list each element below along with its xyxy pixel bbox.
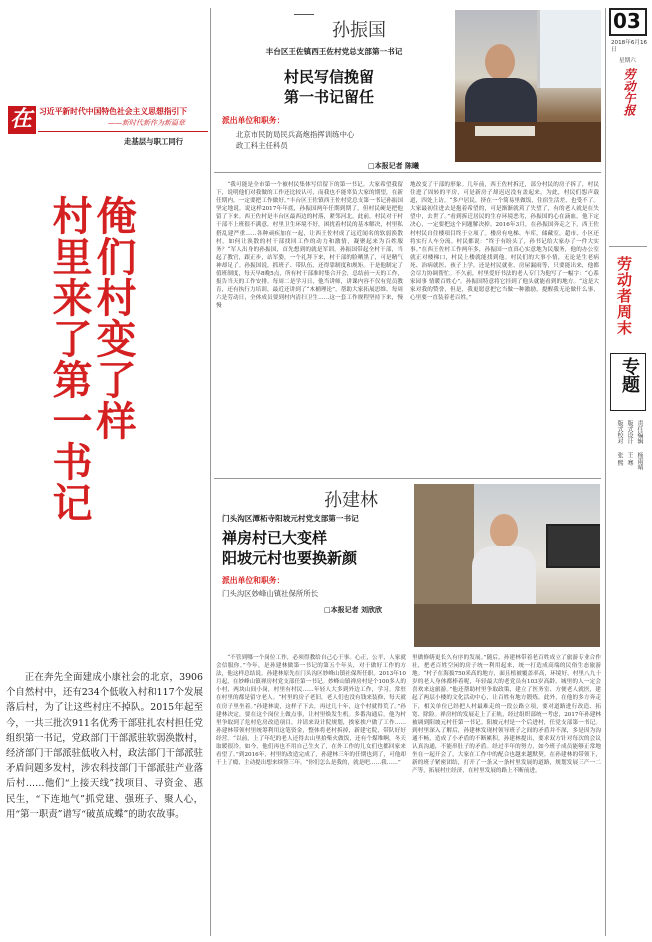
story-separator (214, 478, 601, 479)
story2-job-line-1: 门头沟区妙峰山镇社保所所长 (222, 589, 319, 598)
photo-window (537, 10, 601, 88)
story1-reporter: □本报记者 陈曦 (368, 162, 420, 170)
story2-headline-2: 阳坡元村也要换新颜 (222, 549, 358, 567)
divider-right (605, 8, 606, 936)
sidebar-rule-top (609, 246, 647, 247)
paper-name: 劳动午报 (622, 68, 636, 116)
story2-unit: 门头沟区潭柘寺阳坡元村党支部第一书记 (222, 514, 359, 523)
photo-cabinet (414, 484, 474, 604)
photo-desk2 (414, 604, 600, 647)
column-char: 在 (10, 107, 33, 132)
story1-body-col2: 地改变了干部的形象。几年前，西王佐村拆迁，部分村民的房子拆了，村民住进了周转的平房，可是新房子却迟迟没有盖起来。为此，村民们怨声载道，四处上访。“多户居民，挤在一个简易里做饭，住宿生活差，也受不了。大家最初住进去是抱着希望的，可是渐渐就蔫了失望了，有的老人就是在失望中，去世了。”看到拆迁居民的生存环境恶劣，孙振国的心在滴血。他下定决心，一定要把这个问题解决掉。2016年3月，在孙振国奔走之下，西王佐村村民自住楼项目终于立项了。楼房有电梯、车库，储藏室，超市、小区还将实行人车分流。村民都说：“终于有盼头了，孙书记给大家办了一件大实事。”在西王佐村工作两年多，孙振国一直真心实意地为民服务，他的办公室就正对楼梯口，村民上楼就能找到他。村民们的大事小情，无论是生老病死、治病就医、孩子上学，还是村民就业、房屋漏雨等，只要能出来，他都会尽力协调帮忙。不久前，村里爱好书法的老人专门为他写了一幅字：“心系家园事 情暖百姓心”。孙振国特意将它挂到了他头就能看到的地方。“这是大家对我的赞誉，但是，我更愿意把它当做一种激励，提醒我无论做什么事，心里要一直装着老百姓。” (410, 182, 599, 302)
big-title-col1: 俺们村变了样 (90, 195, 136, 441)
story2-photo (414, 484, 600, 647)
story1-headline-2: 第一书记留任 (284, 88, 375, 106)
credit-name-layout: 王 骞 (626, 452, 633, 466)
issue-date: 2018年6月16日 (611, 40, 648, 53)
story1-top-rule (214, 172, 601, 173)
column-sub: 走基层与职工同行 (124, 137, 184, 146)
story1-name-bar (294, 14, 314, 23)
big-title-col2: 村里来了第一书记 (46, 195, 92, 523)
story1-body-col1: “我可能是全市第一个被村民集体写信留下的第一书记。大家希望我留下，说明他们对我做的工作还比较认可，而我也不能辜负大家的期望，在新任期内，一定要把工作做好。”丰台区王佐镇西王佐村党总支第一书记孙振国坚定地说。说这样2017年年底，孙振国两年任期到期了，但村民硬是把他留了下来。西王佐村是丰台区最西边的村落，紧邻河北。此前，村民对于村干部不上班很不满意，村里卫生环境不好，困扰着村民的基本解决，村里私搭乱建严重……各种顽疾加在一起，让西王佐村成了远近闻名的软弱涣散村。如何让涣散的村干部找回工作的动力和激情，凝聚起来为百姓服务？“军人出身的孙振国，首先想到的就是军训。孙振国带起全村干部，当起了教官，跟正步，站军姿，一个礼拜下来，村干部的脸晒黑了，可是精气神却足了。孙振国说，抓班子、带队伍，还得靠制度和规矩。于是他制定了值班制度，每天早8晚5点，所有村干部准时集合开会，总结前一天的工作，报告当天的工作安排。每周二是学习日，他当讲师，讲课内容不仅有党员教育，还有执行力培训，最近还讲到了“木桶理论”，帮助大家拓展思维。每周六是劳动日，全体成员要到村内清扫卫生……这一套工作规程坚持下来，慢慢 (216, 182, 403, 310)
banner-underline (38, 131, 208, 132)
column-banner (8, 106, 208, 148)
credit-role-editor: 责任编辑 (636, 420, 643, 444)
story1-headline-1: 村民写信挽留 (284, 68, 375, 86)
column-slogan: ——新时代新作为新篇章 (108, 119, 185, 127)
issue-weekday: 星期六 (619, 58, 636, 64)
section-name: 劳动者周末 (615, 256, 633, 336)
photo-papers (475, 126, 535, 136)
credit-role-layout: 版式设计 (626, 420, 633, 444)
photo-person2-body (472, 546, 536, 606)
page-number: 03 (613, 9, 641, 33)
photo-monitor (546, 524, 600, 568)
story2-reporter: □本报记者 刘欣欣 (324, 606, 383, 614)
story2-header (214, 484, 410, 618)
credit-role-proof: 版式校对 (616, 420, 623, 444)
column-title: 习近平新时代中国特色社会主义思想指引下 (39, 107, 188, 116)
section-tag: 专题 (619, 357, 640, 393)
story1-unit: 丰台区王佐镇西王佐村党总支部第一书记 (265, 47, 403, 56)
story2-job-tag: 派出单位和职务： (222, 576, 285, 585)
photo-person-head (485, 44, 515, 80)
story1-job-tag: 派出单位和职务： (222, 116, 285, 125)
story2-name: 孙建林 (324, 490, 378, 511)
story2-headline-1: 禅房村已大变样 (222, 529, 328, 547)
story1-header (214, 12, 454, 168)
lead-text: 正在奔先全面建成小康社会的北京，3906个自然村中，还有234个低收入村和117个发展落后村，为了让这些村庄不掉队。2015年起至今，一共三批次911名优秀干部驻扎农村担任党组织第一书记，党政部门干部派驻软弱涣散村，经济部门干部派驻低收入村，政法部门干部派驻矛盾问题多发村，涉农科技部门干部派驻产业落后村……他们“上接天线”找项目、寻资金、惠民生，“下连地气”抓党建、强班子、聚人心，用“第一职责”谱写“破茧成蝶”的助农故事。 (6, 672, 203, 820)
photo-person2-head (490, 514, 518, 548)
story1-job-line-2: 政工科主任科员 (236, 141, 288, 150)
sidebar (609, 8, 649, 938)
story2-body-col2: 里做修缮更长久有序的发展。”随后，孙建林带着老百姓成立了旅游专业合作社，把老百姓空闲的房子统一利用起来，统一打造成高端的民俗生态旅游地。“村子在海拔750米高的地方，面且植被覆盖率高，环境好，村里八九十岁的老人身体都棒着呢，年轻最大的老党员有103岁高龄，城里的人一定会喜欢来这旅游。”他还帮助村里争取政策，建立了医务室、方便老人就医，建起了两层小楼的文化活动中心，让百姓有地方锻炼。此外，在他的多方奔走下，相关单位已经把人村最难走的一段公路立项，要对道路进行改造、拓宽、除险。禅房村的发展走上了正轨，经过组织部统一考虑，2017年孙建林被调到阳坡元村任第一书记。阳坡元村是一个后进村，任党支部第一书记。到村里深入了解后，孙建林发现村领导班子之间的矛盾并不深，多是因为沟通不畅，造成了小矛盾的不断累积。孙建林提出，要求双方针对每次的会议认真沟通，不能串肚子的矛盾。经过半年的努力，如今班子成员能够正常地坐在一起开会了，大家在工作中的配合也越来越默契。在孙建林的带领下，新的班子紧密团结，打开了一条又一条村里发展的道路，规划发展三产一二产等，拓展村庄经济，在村里发展的路上不断前进。 (412, 655, 601, 775)
divider-left (210, 8, 211, 936)
story1-photo (455, 10, 601, 162)
credit-name-proof: 张 熙 (616, 452, 623, 466)
story1-name: 孙振国 (332, 20, 386, 41)
story2-body-col1: “不管到哪一个岗位工作，必须得教给自己心干事。心正，公平，人家就会信服你。”今年，是孙建林做第一书记的第五个年头，对于做好工作的方法，他这样总结说。孙建林原先在门头沟区妙峰山镇社保所任职。2013年10月起，在妙峰山镇禅房村党支部任第一书记。妙峰山镇禅房村是个100多人的小村，两块山间小岗，村里有村民……年轻人大多到外边工作，学习。常驻在村里的都是留守老人。“村里的房子老旧，老人们也没有钱来装修，每天就在房子里坐着。”孙建林说，这样子下去，再过几十年，这个村就得荒了。”孙建林决定，要在这个岗位上做点事，让村里焕发生机。多番沟通后，他为村里争取到了危村危房改造项目，并请来设计院规划，挨家挨户做了工作……孙建林带领村里统筹利用这笔资金，整体将老村拆掉，新建宅院，带队好好经营。“以前，上了年纪的老人还得去山里拾柴火做饭，还有个煤堆啊，冬天取暖很冷。如今，他们再也不用自己生火了，在外工作的儿女们也都回家来看望了。”到2016年，村里的改造完成了，孙建林三年的任期也到了，可他却干上了瘾，主动提出想来续签三年。“你们怎么是我的，就是吧……我……” (216, 655, 406, 767)
story1-job-line-1: 北京市民防局民兵高炮指挥训练中心 (236, 130, 355, 139)
credit-name-editor: 杨雨晴 (636, 452, 643, 470)
